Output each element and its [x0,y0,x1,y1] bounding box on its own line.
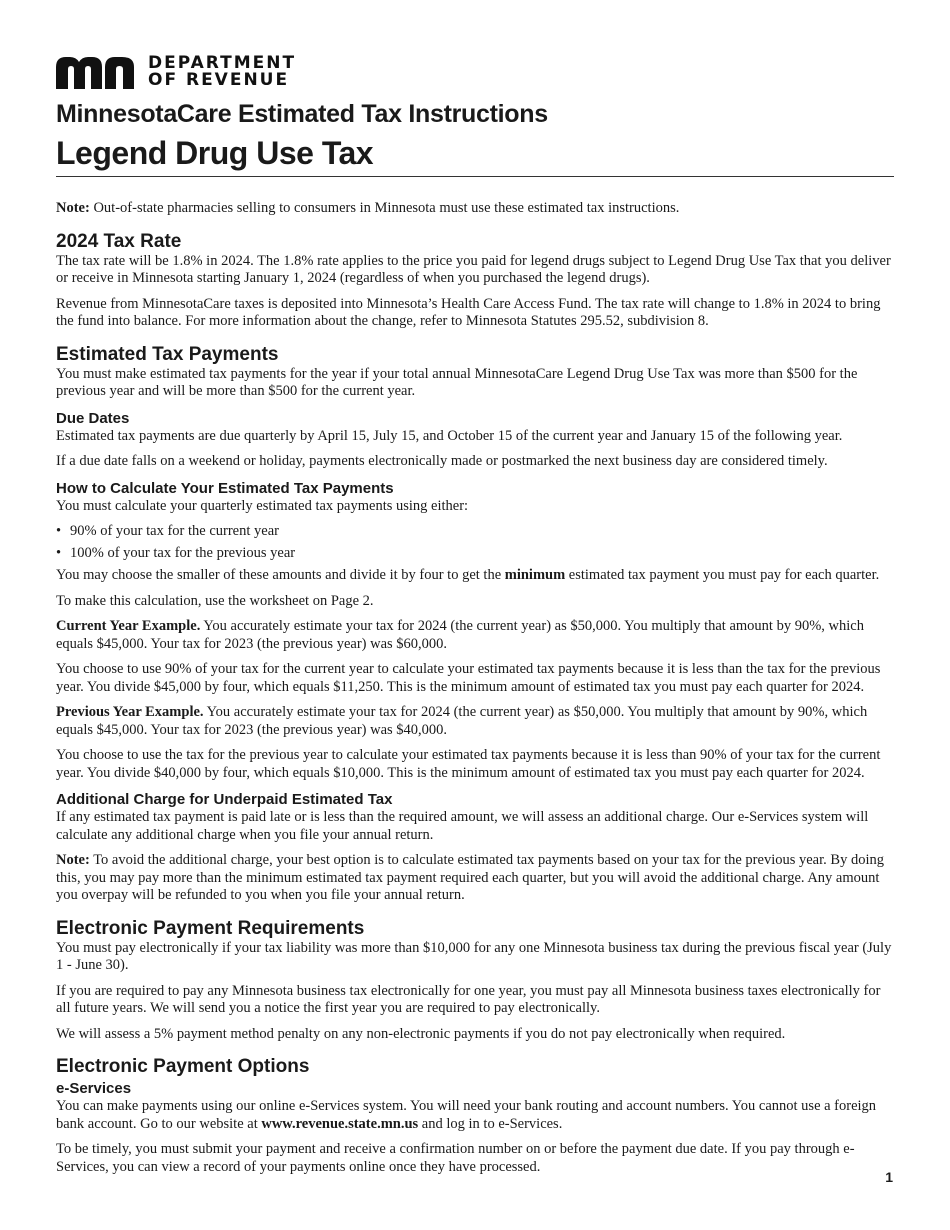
eservices-paragraph-1 [56,1098,894,1133]
additional-charge-note [56,852,894,905]
choose-text-bold: minimum [504,567,566,583]
intro-note [56,200,894,218]
eservices-text-before: You can make payments using our online e-Services system. You will need your bank routing and account numbers. You cannot use a foreign bank account. Go to our website at [56,1098,877,1132]
note-label: Note: [56,200,90,216]
page-number: 1 [885,1169,893,1185]
list-item: • 90% of your tax for the current year [56,523,894,541]
document-page [56,52,894,1176]
choose-smaller-paragraph [56,567,894,585]
previous-year-example [56,704,894,739]
charge-note-text: To avoid the additional charge, your best option is to calculate estimated tax payments based on your tax for the previous year. By doing this, you may pay more than the minimum estimated tax payment required each quarter, but you will avoid the additional charge. Any amount you overpay will be refunded to you when you file your annual return. [56,852,884,903]
logo-line-1: DEPARTMENT [148,53,297,73]
epay-requirements-paragraph-1: You must pay electronically if your tax liability was more than $10,000 for any one Minnesota business tax during the previous fiscal year (July 1 - June 30). [56,939,892,973]
estimated-payments-paragraph: You must make estimated tax payments for the year if your total annual MinnesotaCare Legend Drug Use Tax was more than $500 for the previous year and will be more than $500 for the current year. [56,365,858,399]
eservices-text-after: and log in to e-Services. [418,1115,563,1132]
estimated-payments-heading: Estimated Tax Payments [56,343,279,365]
eservices-paragraph-2: To be timely, you must submit your payment and receive a confirmation number on or before the payment due date. If you pay through e-Services, you can view a record of your payments online once they have processed. [56,1141,855,1175]
logo-line-2: OF REVENUE [148,70,290,90]
worksheet-paragraph: To make this calculation, use the worksheet on Page 2. [56,592,374,609]
previous-year-choice: You choose to use the tax for the previous year to calculate your estimated tax payments because it is less than 90% of your tax for the current year. You divide $40,000 by four, which equals $10,000. This is the minimum amount of estimated tax you must pay each quarter for 2024. [56,747,881,781]
document-title: Legend Drug Use Tax [56,135,894,177]
previous-year-label: Previous Year Example. [56,704,204,720]
epay-requirements-heading: Electronic Payment Requirements [56,917,365,939]
calculation-options-list [56,523,894,563]
calculate-paragraph: You must calculate your quarterly estimated tax payments using either: [56,497,469,514]
tax-rate-heading: 2024 Tax Rate [56,230,182,252]
epay-requirements-paragraph-2: If you are required to pay any Minnesota business tax electronically for one year, you must pay all Minnesota business taxes electronically for all future years. We will send you a notice the first year you are required to pay electronically. [56,982,881,1016]
tax-rate-paragraph-1: The tax rate will be 1.8% in 2024. The 1.8% rate applies to the price you paid for legend drugs subject to Legend Drug Use Tax that you deliver or receive in Minnesota starting January 1, 2024 (regardless of when you purchased the legend drugs). [56,252,891,286]
eservices-heading: e-Services [56,1080,132,1097]
calculate-heading: How to Calculate Your Estimated Tax Payments [56,479,394,497]
current-year-example [56,618,894,653]
due-dates-paragraph-2: If a due date falls on a weekend or holiday, payments electronically made or postmarked the next business day are considered timely. [56,453,828,469]
due-dates-heading: Due Dates [56,409,130,427]
current-year-text: You accurately estimate your tax for 2024 (the current year) as $50,000. You multiply that amount by 90%, which equals $45,000. Your tax for 2023 (the previous year) was $60,000. [56,618,864,652]
logo [56,52,894,92]
mn-logo-icon [56,55,136,89]
tax-rate-paragraph-2: Revenue from MinnesotaCare taxes is deposited into Minnesota’s Health Care Access Fund. The tax rate will change to 1.8% in 2024 to bring the fund into balance. For more information about the change, refer to Minnesota Statutes 295.52, subdivision 8. [56,295,881,329]
logo-text [148,55,296,89]
choose-text-after: estimated tax payment you must pay for each quarter. [565,567,880,583]
list-item: • 100% of your tax for the previous year [56,545,894,563]
previous-year-text: You accurately estimate your tax for 2024 (the current year) as $50,000. You multiply that amount by 90%, which equals $45,000. Your tax for 2023 (the previous year) was $40,000. [56,704,868,738]
document-subtitle: MinnesotaCare Estimated Tax Instructions [56,100,548,128]
note-text: Out-of-state pharmacies selling to consumers in Minnesota must use these estimated tax instructions. [89,200,680,216]
choose-text-before: You may choose the smaller of these amounts and divide it by four to get the [56,567,505,583]
current-year-choice: You choose to use 90% of your tax for the current year to calculate your estimated tax payments because it is less than the tax for the previous year. You divide $45,000 by four, which equals $11,250. This is the minimum amount of estimated tax you must pay each quarter for 2024. [56,661,881,695]
charge-note-label: Note: [56,852,90,868]
epay-requirements-paragraph-3: We will assess a 5% payment method penalty on any non-electronic payments if you do not pay electronically when required. [56,1025,786,1042]
epay-options-heading: Electronic Payment Options [56,1056,310,1077]
revenue-website-link[interactable]: www.revenue.state.mn.us [261,1115,419,1132]
current-year-label: Current Year Example. [56,618,201,634]
due-dates-paragraph-1: Estimated tax payments are due quarterly by April 15, July 15, and October 15 of the current year and January 15 of the following year. [56,427,843,444]
additional-charge-paragraph: If any estimated tax payment is paid late or is less than the required amount, we will assess an additional charge. Our e-Services system will calculate any additional charge when you file your annual return. [56,809,869,843]
additional-charge-heading: Additional Charge for Underpaid Estimated Tax [56,791,393,808]
